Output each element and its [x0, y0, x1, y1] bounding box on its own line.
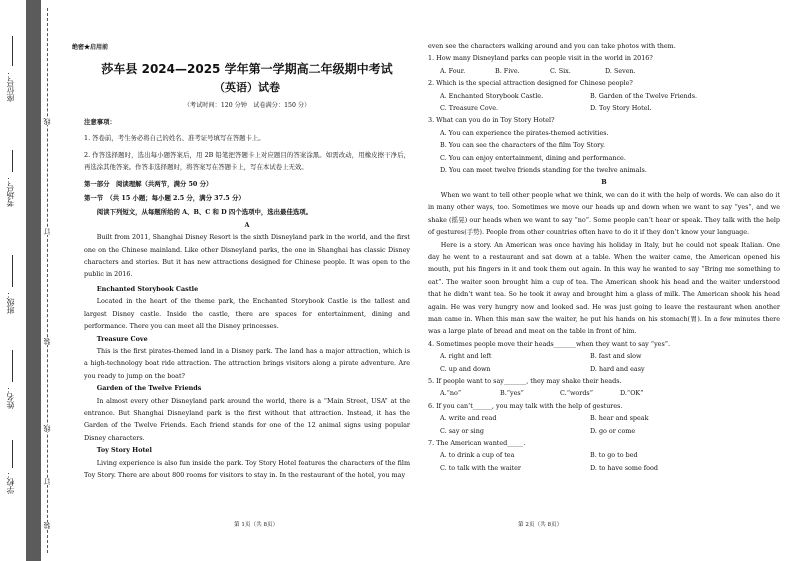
name-blank: [12, 350, 13, 382]
q1-option-a: A. Four.: [440, 66, 466, 75]
q5-option-a: A.“no”: [440, 389, 462, 398]
q5-option-d: D.“OK”: [620, 389, 644, 398]
q4-option-b: B. fast and slow: [590, 352, 642, 361]
q6-options-ab: [428, 412, 780, 424]
q7-option-b: B. to go to bed: [590, 451, 638, 460]
q2-option-b: B. Garden of the Twelve Friends.: [590, 91, 698, 100]
q2-option-a: A. Enchanted Storybook Castle.: [440, 91, 544, 100]
page-2: [428, 0, 780, 561]
cut-mark: 订: [43, 478, 51, 485]
q1-option-d: D. Seven.: [605, 66, 636, 75]
q5-option-b: B.“yes”: [500, 389, 524, 398]
exam-no-blank: [12, 150, 13, 172]
cut-mark: 线: [43, 425, 51, 432]
q5-options: [428, 387, 780, 399]
q1-option-c: C. Six.: [550, 66, 571, 75]
q6-option-c: C. say or sing: [440, 426, 484, 435]
part-1-heading: 第一部分 阅读理解（共两节，满分 50 分）: [84, 179, 213, 188]
q7-option-a: A. to drink a cup of tea: [440, 451, 515, 460]
passage-a-continued: even see the characters walking around and you can take photos with them.: [428, 42, 676, 50]
binding-margin: [0, 0, 60, 561]
passage-a-label: A: [244, 220, 250, 229]
q6-option-b: B. hear and speak: [590, 414, 649, 423]
secret-mark: 绝密★启用前: [72, 44, 109, 51]
reading-instruction: 阅读下列短文，从每题所给的 A、B、C 和 D 四个选项中，选出最佳选项。: [96, 208, 313, 217]
cut-mark: 装: [43, 338, 51, 345]
q7-options-cd: [428, 462, 780, 474]
notice-1: 1. 答卷前，考生务必将自己的姓名、准考证号填写在答题卡上。: [84, 134, 265, 143]
question-5: 5. If people want to say_______, they may shake their heads.: [428, 376, 622, 385]
passage-b-para-2: Here is a story. An American was once having his holiday in Italy, but he could not speak Italian. One day he went to a restaurant and sat down at a table. When the waiter came, the American opened his mouth, put his fingers in it and took them out again. In this way he wanted to say “Bring me something to eat”. The waiter soon brought him a cup of tea. The American shook his head and the waiter understood that he didn’t want tea. So he took it away and brought him a glass of milk. The American shook his head again. He was very hungry now and looked sad. He was just going to leave the restaurant when another man came in. When this man saw the waiter, he put his hands on his stomach(胃). In a few minutes there was a large plate of bread and meat on the table in front of him.: [428, 240, 780, 336]
para-castle: Located in the heart of the theme park, the Enchanted Storybook Castle is the tallest and largest Disney castle. Inside the castle, there are spaces for entertainment, dining and performance. There you can meet all the Disney princesses.: [84, 297, 410, 331]
para-treasure-cove: This is the first pirates-themed land in a Disney park. The land has a major attraction, which is a high-technology boat ride attraction. The attraction brings visitors along a pirate adventure. Are you ready to jump on the boat?: [84, 346, 410, 380]
binding-bar: [26, 0, 41, 561]
q1-option-b: B. Five.: [495, 66, 520, 75]
q1-options: [428, 65, 780, 77]
seat-label: 座位号：: [6, 70, 15, 102]
question-3: 3. What can you do in Toy Story Hotel?: [428, 116, 555, 125]
q2-options-cd: [428, 102, 780, 114]
cut-mark: 订: [43, 228, 51, 235]
seat-blank: [12, 36, 13, 66]
question-4: 4. Sometimes people move their heads_______when they want to say “yes”.: [428, 339, 671, 348]
question-6: 6. If you can’t______, you may talk with the help of gestures.: [428, 401, 623, 410]
notice-2: 2. 作答选择题时，选出每小题答案后，用 2B 铅笔把答题卡上对应题目的答案涂黑。如需改动，用橡皮擦干净后，再选涂其他答案。作答非选择题时，将答案写在答题卡上，写在本试卷上无效。: [84, 150, 410, 172]
q2-option-c: C. Treasure Cove.: [440, 104, 499, 113]
para-hotel: Living experience is also fun inside the park. Toy Story Hotel features the characters of the film Toy Story. There are about 800 rooms for visitors to stay in. In the restaurant of the hotel, you may: [84, 458, 410, 479]
heading-treasure-cove: Treasure Cove: [96, 334, 148, 343]
class-blank: [12, 255, 13, 287]
q3-option-a: A. You can experience the pirates-themed activities.: [440, 128, 609, 137]
q3-option-b: B. You can see the characters of the film Toy Story.: [440, 141, 606, 150]
q4-option-d: D. hard and easy: [590, 364, 645, 373]
exam-no-label: 考场号：: [6, 175, 15, 207]
q6-option-a: A. write and read: [440, 414, 497, 423]
question-1: 1. How many Disneyland parks can people visit in the world in 2016?: [428, 54, 653, 63]
q7-option-d: D. to have some food: [590, 463, 658, 472]
exam-info: （考试时间：120 分钟 试卷满分：150 分）: [183, 102, 311, 109]
q2-options-ab: [428, 90, 780, 102]
q4-option-c: C. up and down: [440, 364, 491, 373]
q7-option-c: C. to talk with the waiter: [440, 463, 521, 472]
q3-option-c: C. You can enjoy entertainment, dining and performance.: [440, 153, 626, 162]
class-label: 班级：: [6, 290, 15, 314]
q4-options-cd: [428, 363, 780, 375]
q5-option-c: C.“words”: [560, 389, 593, 398]
cut-mark: 线: [43, 118, 51, 125]
q6-options-cd: [428, 425, 780, 437]
q4-option-a: A. right and left: [440, 352, 492, 361]
heading-garden: Garden of the Twelve Friends: [96, 384, 202, 393]
q2-option-d: D. Toy Story Hotel.: [590, 104, 652, 113]
q7-options-ab: [428, 449, 780, 461]
heading-castle: Enchanted Storybook Castle: [96, 284, 199, 293]
exam-title: 莎车县 2024—2025 学年第一学期高二年级期中考试: [101, 62, 393, 76]
notice-heading: 注意事项：: [84, 118, 116, 126]
passage-a-intro: Built from 2011, Shanghai Disney Resort is the sixth Disneyland park in the world, and the first one on the Chinese mainland. Like other Disneyland parks, the one in Shanghai has classic Disney characters and stories. But it has new attractions designed for Chinese people. It was open to the public in 2016.: [84, 233, 410, 279]
para-garden: In almost every other Disneyland park around the world, there is a “Main Street, USA” at the entrance. But Shanghai Disneyland park is the first without that attraction. Instead, it has the Garden of the Twelve Friends. Each friend stands for one of the 12 animal signs using popular Disney characters.: [84, 396, 410, 442]
cut-mark: 装: [43, 522, 51, 529]
passage-b-label: B: [601, 178, 607, 187]
q6-option-d: D. go or come: [590, 426, 636, 435]
section-1-heading: 第一节 （共 15 小题；每小题 2.5 分，满分 37.5 分）: [84, 194, 245, 203]
q3-option-d: D. You can meet twelve friends standing for the twelve animals.: [440, 166, 647, 175]
question-2: 2. Which is the special attraction designed for Chinese people?: [428, 79, 633, 88]
school-label: 学校：: [6, 470, 15, 494]
cut-line: [47, 8, 48, 553]
name-label: 姓名：: [6, 385, 15, 409]
question-7: 7. The American wanted_____.: [428, 439, 526, 447]
exam-subtitle: （英语）试卷: [214, 81, 280, 94]
passage-b-para-1: When we want to tell other people what we think, we can do it with the help of words. We can also do it in many other ways, too. Sometimes we move our heads up and down when we want to say “yes”, and we shake (摇晃) our heads when we want to say “no”. Some people can’t hear or speak. They talk with the help of gestures(手势). People from other countries often have to do it if they don’t know your language.: [428, 190, 780, 237]
page-1: [72, 0, 410, 561]
page-1-footer: 第 1页（共 8页）: [234, 522, 279, 528]
q4-options-ab: [428, 350, 780, 362]
school-blank: [12, 440, 13, 468]
heading-hotel: Toy Story Hotel: [96, 446, 152, 455]
page-2-footer: 第 2页（共 8页）: [518, 522, 563, 528]
